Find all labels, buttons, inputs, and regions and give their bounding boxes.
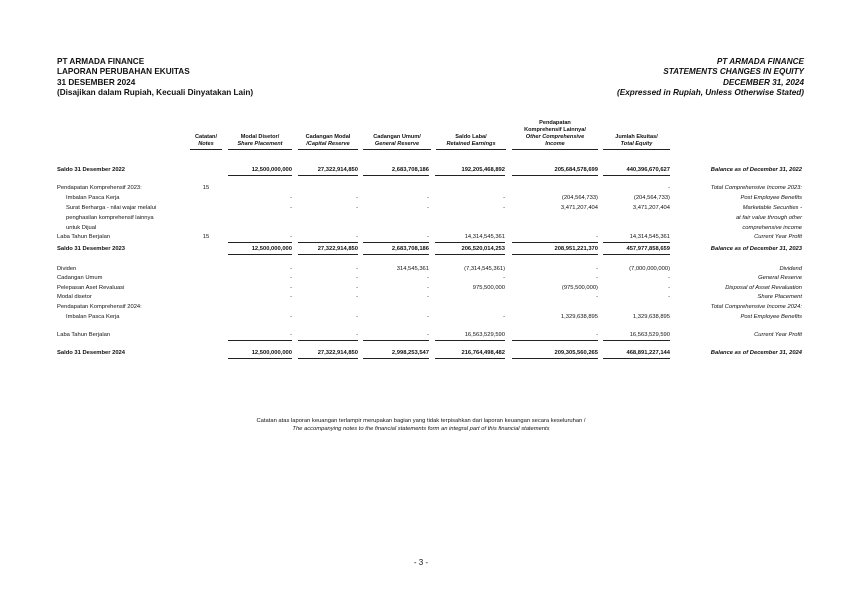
row-label-en: comprehensive income xyxy=(742,225,802,231)
row-value: (204,564,733) xyxy=(561,195,598,201)
col-header-oci xyxy=(512,120,598,150)
statement-date: 31 DESEMBER 2024 xyxy=(57,77,136,87)
row-value: 192,205,468,892 xyxy=(461,167,505,173)
row-value: - xyxy=(596,266,598,272)
row-value: - xyxy=(290,234,292,240)
row-label-en: Share Placement xyxy=(757,294,802,300)
row-label: penghasilan komprehensif lainnya xyxy=(66,215,154,221)
row-value: - xyxy=(290,195,292,201)
row-value: 468,891,227,144 xyxy=(626,350,670,356)
col-header-oci-en1: Other Comprehensive xyxy=(525,134,585,140)
row-label: Laba Tahun Berjalan xyxy=(57,332,111,338)
row-value: 14,314,545,361 xyxy=(464,234,505,240)
total-rule-line xyxy=(435,254,505,255)
col-header-total-en: Total Equity xyxy=(603,141,670,150)
total-rule-line xyxy=(435,175,505,176)
total-rule-line xyxy=(228,254,292,255)
row-value: - xyxy=(356,205,358,211)
row-label: Saldo 31 Desember 2022 xyxy=(57,167,125,173)
subtotal-rule-line xyxy=(512,242,598,243)
row-value: 27,322,914,850 xyxy=(317,167,358,173)
row-label: Surat Berharga - nilai wajar melalui xyxy=(66,205,157,211)
row-value: - xyxy=(668,294,670,300)
col-header-capital-id: Cadangan Modal xyxy=(305,134,351,140)
row-value: - xyxy=(290,266,292,272)
row-value: - xyxy=(596,294,598,300)
row-value: - xyxy=(427,275,429,281)
row-value: 12,500,000,000 xyxy=(251,246,292,252)
row-value: 216,764,498,482 xyxy=(461,350,505,356)
col-header-capital xyxy=(298,134,358,150)
row-value: 16,563,529,590 xyxy=(464,332,505,338)
col-header-oci-id1: Pendapatan xyxy=(539,120,571,126)
row-value: (7,314,545,361) xyxy=(464,266,505,272)
row-value: 16,563,529,590 xyxy=(629,332,670,338)
row-value: - xyxy=(290,332,292,338)
header-right xyxy=(617,57,804,99)
total-rule-line xyxy=(603,254,670,255)
row-value: 3,471,207,404 xyxy=(632,205,670,211)
col-header-total xyxy=(603,134,670,150)
row-value: - xyxy=(290,314,292,320)
row-label-en: Post Employee Benefits xyxy=(740,195,802,201)
row-label-en: Balance as of December 31, 2023 xyxy=(710,246,802,252)
subtotal-rule-line xyxy=(228,340,292,341)
row-value: 3,471,207,404 xyxy=(560,205,598,211)
col-header-retained-id: Saldo Laba/ xyxy=(455,134,487,140)
row-value: - xyxy=(427,314,429,320)
row-value: - xyxy=(356,266,358,272)
row-value: 457,977,858,659 xyxy=(626,246,670,252)
row-label: Saldo 31 Desember 2024 xyxy=(57,350,125,356)
total-rule-line xyxy=(298,175,358,176)
row-label-en: Total Comprehensive Income 2023: xyxy=(710,185,802,191)
row-value: - xyxy=(668,285,670,291)
col-header-oci-en2: Income xyxy=(512,141,598,150)
col-header-retained-en: Retained Earnings xyxy=(436,141,506,150)
subtotal-rule-line xyxy=(435,242,505,243)
row-label-en: Marketable Securities - xyxy=(742,205,802,211)
row-note: 15 xyxy=(202,185,210,191)
col-header-general xyxy=(363,134,431,150)
col-header-total-id: Jumlah Ekuitas/ xyxy=(615,134,658,140)
row-label-en: Dividend xyxy=(779,266,802,272)
total-rule-line xyxy=(298,254,358,255)
row-label: Pendapatan Komprehensif 2024: xyxy=(57,304,142,310)
row-value: - xyxy=(290,285,292,291)
row-value: 2,998,253,547 xyxy=(391,350,429,356)
row-value: - xyxy=(356,285,358,291)
col-header-capital-en: /Capital Reserve xyxy=(298,141,358,150)
row-value: - xyxy=(596,332,598,338)
row-value: 14,314,545,361 xyxy=(629,234,670,240)
col-header-share-en: Share Placement xyxy=(228,141,292,150)
company-name: PT ARMADA FINANCE xyxy=(57,57,145,66)
row-value: (204,564,733) xyxy=(633,195,670,201)
row-label: Pelepasan Aset Revaluasi xyxy=(57,285,125,291)
statement-title: LAPORAN PERUBAHAN EKUITAS xyxy=(57,67,190,77)
row-label: Modal disetor xyxy=(57,294,92,300)
row-value: 1,329,638,895 xyxy=(560,314,598,320)
total-rule-line xyxy=(298,358,358,359)
row-label-en: Current Year Profit xyxy=(754,234,802,240)
row-label-en: Post Employee Benefits xyxy=(740,314,802,320)
row-value: - xyxy=(503,275,505,281)
subtotal-rule-line xyxy=(298,340,358,341)
col-header-general-id: Cadangan Umum/ xyxy=(373,134,421,140)
row-label: Saldo 31 Desember 2023 xyxy=(57,246,125,252)
row-value: 440,396,670,627 xyxy=(626,167,670,173)
row-value: 2,683,708,186 xyxy=(391,167,429,173)
row-note: 15 xyxy=(202,234,210,240)
row-value: 206,520,014,253 xyxy=(461,246,505,252)
row-label: Dividen xyxy=(57,266,77,272)
row-value: - xyxy=(596,275,598,281)
company-name-en: PT ARMADA FINANCE xyxy=(716,57,804,66)
row-value: - xyxy=(427,332,429,338)
row-label: Pendapatan Komprehensif 2023: xyxy=(57,185,142,191)
row-value: 314,545,361 xyxy=(396,266,429,272)
subtotal-rule-line xyxy=(363,242,429,243)
row-label: Cadangan Umum xyxy=(57,275,103,281)
total-rule-line xyxy=(512,358,598,359)
row-value: - xyxy=(427,294,429,300)
statement-currency-note-en: (Expressed in Rupiah, Unless Otherwise Stated) xyxy=(617,88,804,98)
row-value: - xyxy=(290,275,292,281)
header-left xyxy=(57,57,253,99)
row-value: - xyxy=(596,234,598,240)
row-value: 2,683,708,186 xyxy=(391,246,429,252)
total-rule-line xyxy=(363,254,429,255)
row-value: - xyxy=(356,234,358,240)
statement-currency-note: (Disajikan dalam Rupiah, Kecuali Dinyatakan Lain) xyxy=(57,88,254,98)
subtotal-rule-line xyxy=(363,340,429,341)
row-value: - xyxy=(503,205,505,211)
column-headers xyxy=(0,110,842,150)
row-value: - xyxy=(427,234,429,240)
subtotal-rule-line xyxy=(603,340,670,341)
subtotal-rule-line xyxy=(435,340,505,341)
row-value: 1,329,638,895 xyxy=(632,314,670,320)
row-value: 12,500,000,000 xyxy=(251,350,292,356)
row-value: 975,500,000 xyxy=(472,285,505,291)
row-label-en: Current Year Profit xyxy=(754,332,802,338)
row-value: - xyxy=(290,294,292,300)
col-header-oci-id2: Komprehensif Lainnya/ xyxy=(524,127,586,133)
footer-note-en: The accompanying notes to the financial statements form an integral part of this financial statements xyxy=(292,426,550,433)
col-header-general-en: General Reserve xyxy=(363,141,431,150)
row-value: - xyxy=(503,195,505,201)
row-label-en: Total Comprehensive Income 2024: xyxy=(710,304,802,310)
row-label: Imbalan Pasca Kerja xyxy=(66,195,120,201)
col-header-share xyxy=(228,134,292,150)
total-rule-line xyxy=(512,175,598,176)
row-label-en: General Reserve xyxy=(758,275,802,281)
row-value: - xyxy=(427,205,429,211)
row-value: - xyxy=(503,314,505,320)
total-rule-line xyxy=(363,358,429,359)
row-value: - xyxy=(427,195,429,201)
total-rule-line xyxy=(512,254,598,255)
total-rule-line xyxy=(228,358,292,359)
row-label: untuk Dijual xyxy=(66,225,97,231)
subtotal-rule-line xyxy=(298,242,358,243)
footer-note xyxy=(0,417,842,434)
row-value: (7,000,000,000) xyxy=(629,266,670,272)
row-label-en: Balance as of December 31, 2024 xyxy=(710,350,802,356)
row-value: - xyxy=(356,195,358,201)
total-rule-line xyxy=(363,175,429,176)
row-label-en: Disposal of Asset Revaluation xyxy=(725,285,802,291)
row-label-en: Balance as of December 31, 2022 xyxy=(710,167,802,173)
row-value: - xyxy=(356,294,358,300)
statement-title-en: STATEMENTS CHANGES IN EQUITY xyxy=(663,67,804,77)
total-rule-line xyxy=(228,175,292,176)
statement-date-en: DECEMBER 31, 2024 xyxy=(723,77,804,87)
row-value: - xyxy=(356,314,358,320)
col-header-notes xyxy=(190,134,222,150)
total-rule-line xyxy=(435,358,505,359)
row-value: - xyxy=(290,205,292,211)
subtotal-rule-line xyxy=(512,340,598,341)
subtotal-rule-line xyxy=(228,242,292,243)
total-rule-line xyxy=(603,175,670,176)
row-value: 208,951,221,370 xyxy=(554,246,598,252)
row-label: Imbalan Pasca Kerja xyxy=(66,314,120,320)
row-value: - xyxy=(668,275,670,281)
total-rule-line xyxy=(603,358,670,359)
row-value: 205,684,578,699 xyxy=(554,167,598,173)
row-label-en: at fair value through other xyxy=(735,215,802,221)
row-value: 12,500,000,000 xyxy=(251,167,292,173)
row-value: 27,322,914,850 xyxy=(317,350,358,356)
col-header-share-id: Modal Disetor/ xyxy=(240,134,280,140)
row-value: - xyxy=(356,332,358,338)
row-value: - xyxy=(356,275,358,281)
subtotal-rule-line xyxy=(603,242,670,243)
col-header-notes-en: Notes xyxy=(190,141,222,150)
col-header-notes-id: Catatan/ xyxy=(194,134,218,140)
row-value: 209,305,560,265 xyxy=(554,350,598,356)
row-value: (975,500,000) xyxy=(561,285,598,291)
row-label: Laba Tahun Berjalan xyxy=(57,234,111,240)
col-header-retained xyxy=(436,134,506,150)
row-value: 27,322,914,850 xyxy=(317,246,358,252)
page-number: - 3 - xyxy=(413,558,429,567)
row-value: - xyxy=(427,285,429,291)
row-value: - xyxy=(668,185,670,191)
footer-note-id: Catatan atas laporan keuangan terlampir merupakan bagian yang tidak terpisahkan dari laporan keuangan secara keseluruhan / xyxy=(256,418,586,424)
